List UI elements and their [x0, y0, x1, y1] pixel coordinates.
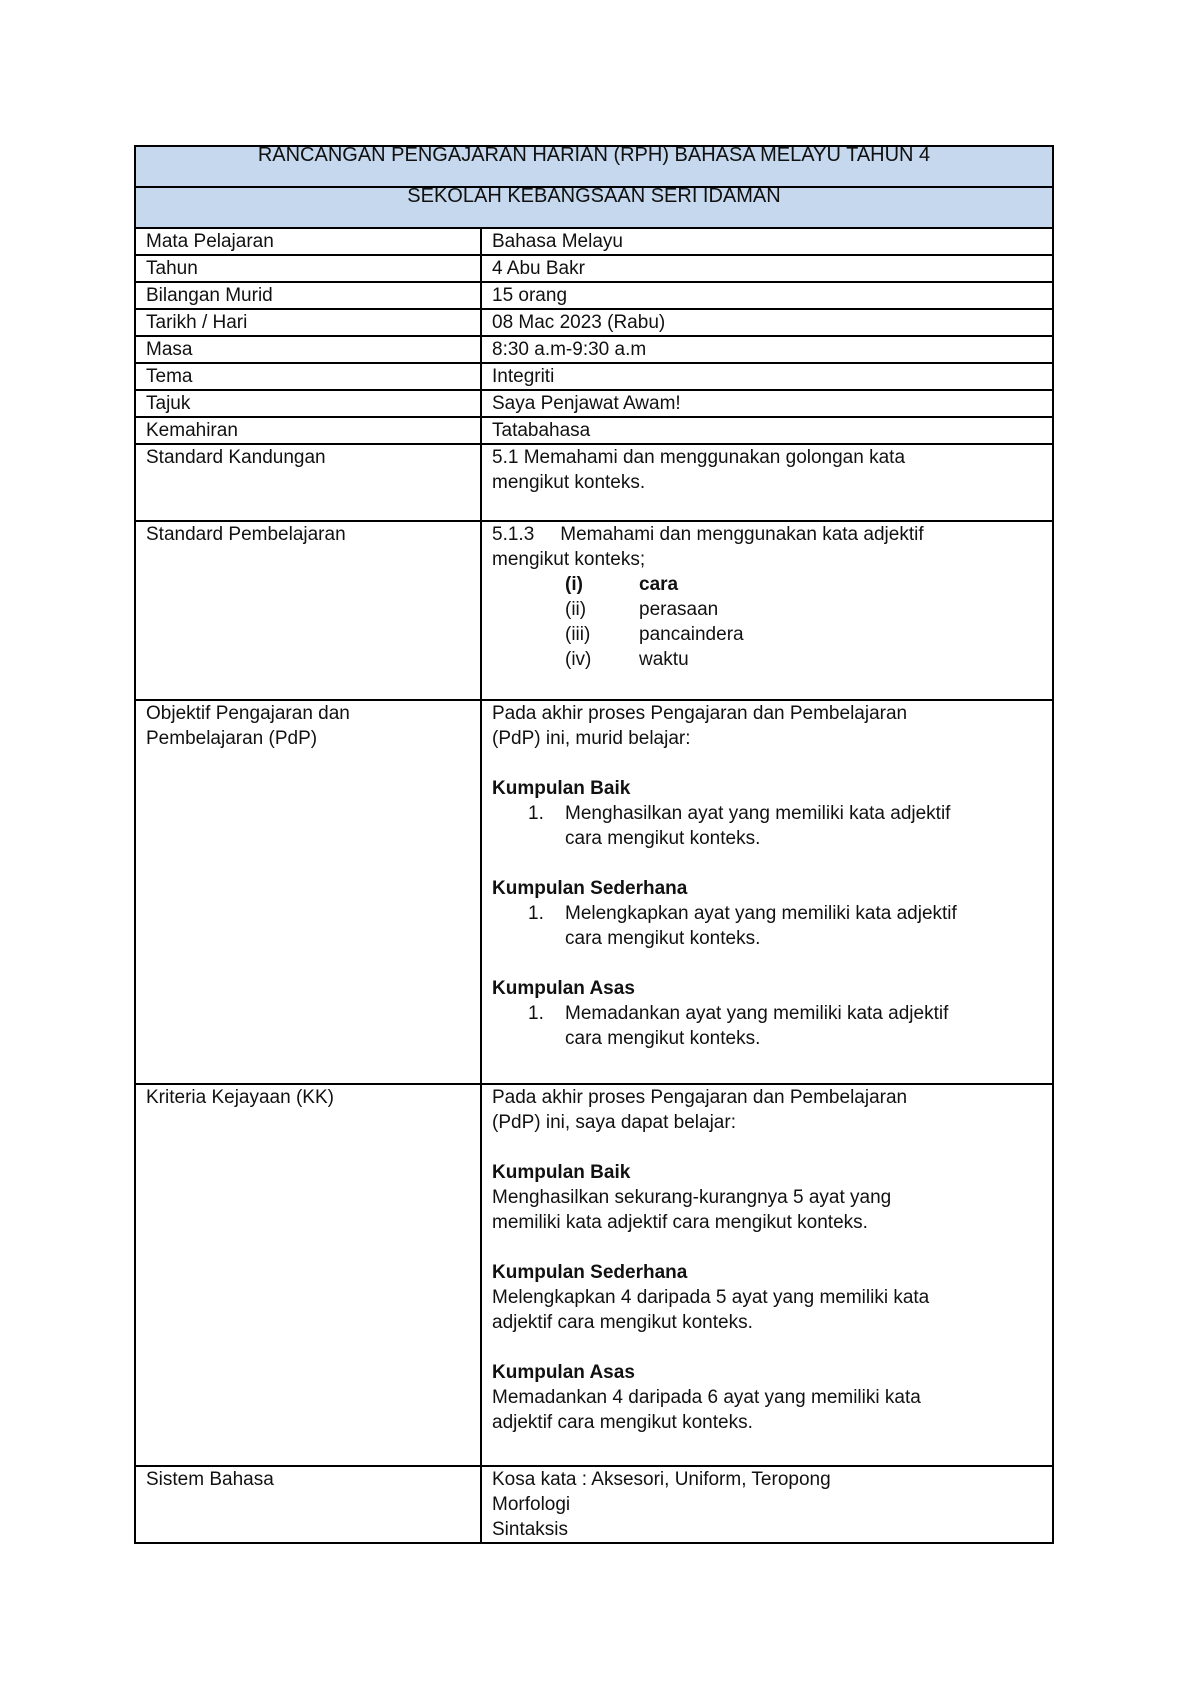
row-value-mata-pelajaran: Bahasa Melayu: [481, 228, 1053, 255]
table-row: [135, 521, 1053, 700]
table-row: [135, 444, 1053, 521]
group-title: Kumpulan Sederhana: [492, 878, 688, 899]
row-value-standard-pembelajaran: 5.1.3 Memahami dan menggunakan kata adjektif mengikut konteks; (i) cara (ii) perasaan (iii) pancaindera (iv) waktu: [481, 521, 1053, 700]
row-value-objektif: Pada akhir proses Pengajaran dan Pembelajaran (PdP) ini, murid belajar: Kumpulan Baik 1. Menghasilkan ayat yang memiliki kata adjektif cara mengikut konteks. Kumpulan Sederhana 1. Melengkapkan ayat yang memiliki kata adjektif cara mengikut konteks. Kumpulan Asas 1. Memadankan ayat yang memiliki kata adjektif cara mengikut konteks.: [481, 700, 1053, 1084]
row-label-tajuk: Tajuk: [135, 390, 481, 417]
row-label-tahun: Tahun: [135, 255, 481, 282]
table-row: [135, 390, 1053, 417]
list-item: (iii) pancaindera: [565, 624, 744, 645]
list-item: 1. Melengkapkan ayat yang memiliki kata adjektif cara mengikut konteks.: [528, 903, 957, 949]
row-value-tarikh: 08 Mac 2023 (Rabu): [481, 309, 1053, 336]
row-value-standard-kandungan: 5.1 Memahami dan menggunakan golongan kata mengikut konteks.: [481, 444, 1053, 521]
table-row: [135, 363, 1053, 390]
list-item: (iv) waktu: [565, 649, 689, 670]
row-label-standard-pembelajaran: Standard Pembelajaran: [135, 521, 481, 700]
row-label-standard-kandungan: Standard Kandungan: [135, 444, 481, 521]
list-item: 1. Menghasilkan ayat yang memiliki kata adjektif cara mengikut konteks.: [528, 803, 951, 849]
group-title: Kumpulan Sederhana: [492, 1262, 688, 1283]
row-value-masa: 8:30 a.m-9:30 a.m: [481, 336, 1053, 363]
list-item: 1. Memadankan ayat yang memiliki kata adjektif cara mengikut konteks.: [528, 1003, 949, 1049]
adjective-type-list: [492, 572, 1042, 672]
table-row: [135, 282, 1053, 309]
row-value-tajuk: Saya Penjawat Awam!: [481, 390, 1053, 417]
table-row: [135, 1466, 1053, 1543]
row-value-bilangan-murid: 15 orang: [481, 282, 1053, 309]
row-value-kriteria: Pada akhir proses Pengajaran dan Pembelajaran (PdP) ini, saya dapat belajar: Kumpulan Baik Menghasilkan sekurang-kurangnya 5 ayat yang memiliki kata adjektif cara mengikut konteks. Kumpulan Sederhana Melengkapkan 4 daripada 5 ayat yang memiliki kata adjektif cara mengikut konteks. Kumpulan Asas Memadankan 4 daripada 6 ayat yang memiliki kata adjektif cara mengikut konteks.: [481, 1084, 1053, 1466]
table-row: [135, 336, 1053, 363]
group-title: Kumpulan Asas: [492, 978, 635, 999]
table-row: [135, 417, 1053, 444]
table-row: [135, 309, 1053, 336]
group-title: Kumpulan Baik: [492, 1162, 631, 1183]
row-label-objektif: Objektif Pengajaran dan Pembelajaran (PdP): [135, 700, 481, 1084]
group-title: Kumpulan Asas: [492, 1362, 635, 1383]
row-label-kemahiran: Kemahiran: [135, 417, 481, 444]
list-item: (i) cara: [565, 574, 679, 595]
school-name: SEKOLAH KEBANGSAAN SERI IDAMAN: [135, 187, 1053, 228]
row-label-masa: Masa: [135, 336, 481, 363]
row-label-tarikh: Tarikh / Hari: [135, 309, 481, 336]
table-row: [135, 700, 1053, 1084]
lesson-plan-table: [134, 145, 1054, 1544]
row-value-tahun: 4 Abu Bakr: [481, 255, 1053, 282]
list-item: (ii) perasaan: [565, 599, 719, 620]
row-value-kemahiran: Tatabahasa: [481, 417, 1053, 444]
table-row: [135, 255, 1053, 282]
group-title: Kumpulan Baik: [492, 778, 631, 799]
table-title: RANCANGAN PENGAJARAN HARIAN (RPH) BAHASA MELAYU TAHUN 4: [135, 146, 1053, 187]
row-label-tema: Tema: [135, 363, 481, 390]
row-label-mata-pelajaran: Mata Pelajaran: [135, 228, 481, 255]
row-label-kriteria: Kriteria Kejayaan (KK): [135, 1084, 481, 1466]
row-label-bilangan-murid: Bilangan Murid: [135, 282, 481, 309]
row-value-sistem-bahasa: Kosa kata : Aksesori, Uniform, Teropong Morfologi Sintaksis: [481, 1466, 1053, 1543]
row-label-sistem-bahasa: Sistem Bahasa: [135, 1466, 481, 1543]
table-row: [135, 228, 1053, 255]
row-value-tema: Integriti: [481, 363, 1053, 390]
table-row: [135, 1084, 1053, 1466]
